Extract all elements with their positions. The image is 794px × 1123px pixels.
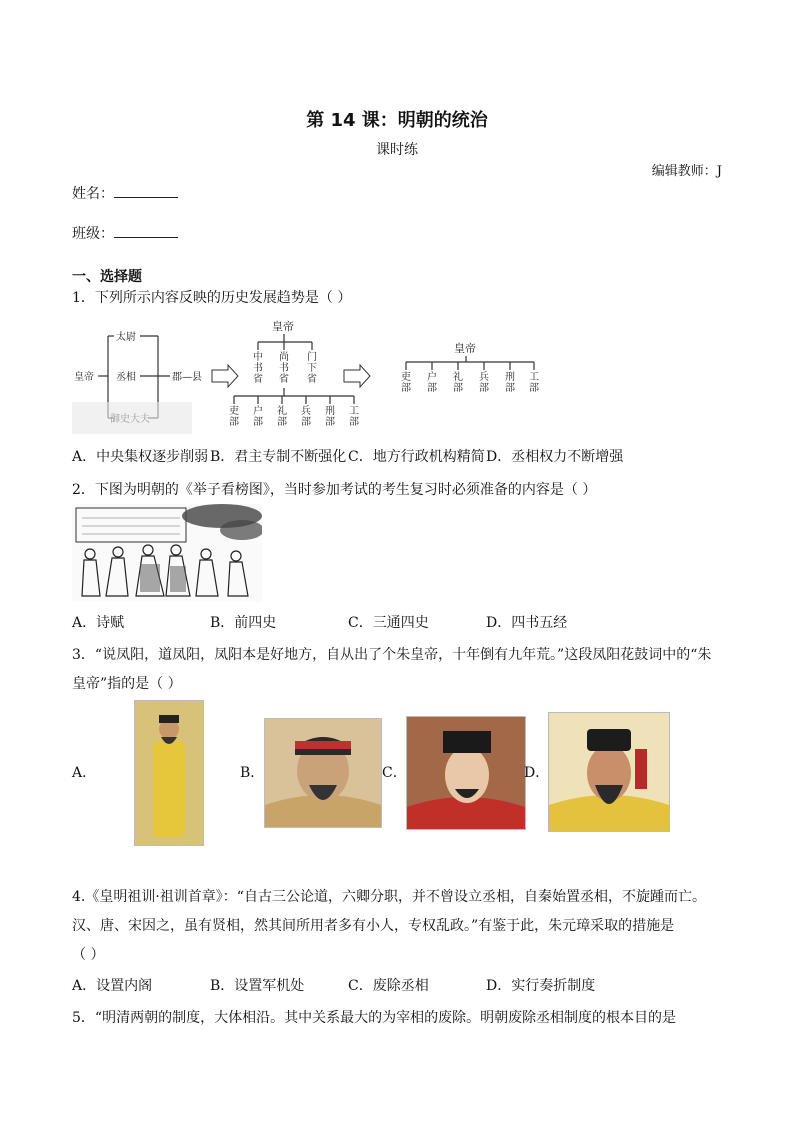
q3-portrait-b[interactable] [264,718,382,828]
q1-option-a[interactable]: A．中央集权逐步削弱 [72,449,209,465]
d1-taiwei: 太尉 [116,332,136,343]
d3-bu-3: 兵部 [479,372,489,394]
d2-sheng-2: 门下省 [307,352,317,385]
q2-option-a[interactable]: A．诗赋 [72,615,125,631]
page-title: 第 14 课：明朝的统治 [306,110,488,131]
d1-junxian: 郡—县 [172,372,202,383]
d2-emperor: 皇帝 [272,320,294,333]
q1-option-d[interactable]: D．丞相权力不断增强 [486,449,624,465]
q3-portrait-a[interactable] [134,700,204,846]
d3-bu-5: 工部 [529,372,539,394]
q3-stem-line1: 3．“说凤阳，道凤阳，凤阳本是好地方，自从出了个朱皇帝，十年倒有九年荒。”这段凤阳花鼓词中的“朱 [72,647,712,663]
q4-stem-line1: 4.《皇明祖训·祖训首章》：“自古三公论道，六卿分职，并不曾设立丞相，自秦始置丞相，不旋踵而亡。 [72,889,706,905]
d2-bu-0: 吏部 [229,406,239,428]
q2-option-c[interactable]: C．三通四史 [348,615,429,631]
d1-chengxiang: 丞相 [116,372,136,383]
q5-stem: 5．“明清两朝的制度，大体相沿。其中关系最大的为宰相的废除。明朝废除丞相制度的根本目的是 [72,1010,677,1026]
q1-diagram [72,318,632,436]
q4-option-a[interactable]: A．设置内阁 [72,978,153,994]
name-field[interactable] [72,183,178,203]
class-field[interactable] [72,223,178,243]
q4-stem-line3: （ ） [72,947,105,963]
d3-bu-1: 户部 [427,372,437,394]
q1-option-c[interactable]: C．地方行政机构精简 [348,449,485,465]
d2-bu-1: 户部 [253,406,263,428]
q3-option-a[interactable]: A． [72,765,97,781]
q3-option-b[interactable]: B． [240,765,265,781]
q2-stem: 2．下图为明朝的《举子看榜图》，当时参加考试的考生复习时必须准备的内容是（ ） [72,482,597,498]
q4-option-b[interactable]: B．设置军机处 [210,978,305,994]
q3-option-d[interactable]: D． [524,765,550,781]
q4-option-c[interactable]: C．废除丞相 [348,978,429,994]
q2-option-d[interactable]: D．四书五经 [486,615,568,631]
d1-emperor: 皇帝 [74,372,94,383]
d2-bu-3: 兵部 [301,406,311,428]
name-blank[interactable] [114,183,178,198]
q3-portrait-d[interactable] [548,712,670,832]
name-label: 姓名： [72,186,114,202]
d2-sheng-1: 尚书省 [279,352,289,385]
q1-option-b[interactable]: B．君主专制不断强化 [210,449,347,465]
d2-bu-5: 工部 [349,406,359,428]
q3-stem-line2: 皇帝”指的是（ ） [72,676,182,692]
q3-portrait-c[interactable] [406,716,526,830]
d3-bu-0: 吏部 [401,372,411,394]
q4-option-d[interactable]: D．实行奏折制度 [486,978,596,994]
editor-label: 编辑教师：J [651,164,722,179]
d3-bu-2: 礼部 [453,372,463,394]
d3-emperor: 皇帝 [454,342,476,355]
page-subtitle: 课时练 [376,142,418,158]
d3-bu-4: 刑部 [505,372,515,394]
d2-sheng-0: 中书省 [253,352,263,385]
d2-bu-4: 刑部 [325,406,335,428]
q2-illustration [72,504,262,602]
q1-stem: 1．下列所示内容反映的历史发展趋势是（ ） [72,290,352,306]
d2-bu-2: 礼部 [277,406,287,428]
class-label: 班级： [72,226,114,242]
class-blank[interactable] [114,223,178,238]
q2-option-b[interactable]: B．前四史 [210,615,277,631]
q4-stem-line2: 汉、唐、宋因之，虽有贤相，然其间所用者多有小人，专权乱政。”有鉴于此，朱元璋采取的措施是 [72,918,675,934]
q3-option-c[interactable]: C． [382,765,407,781]
section-heading: 一、选择题 [72,269,142,285]
